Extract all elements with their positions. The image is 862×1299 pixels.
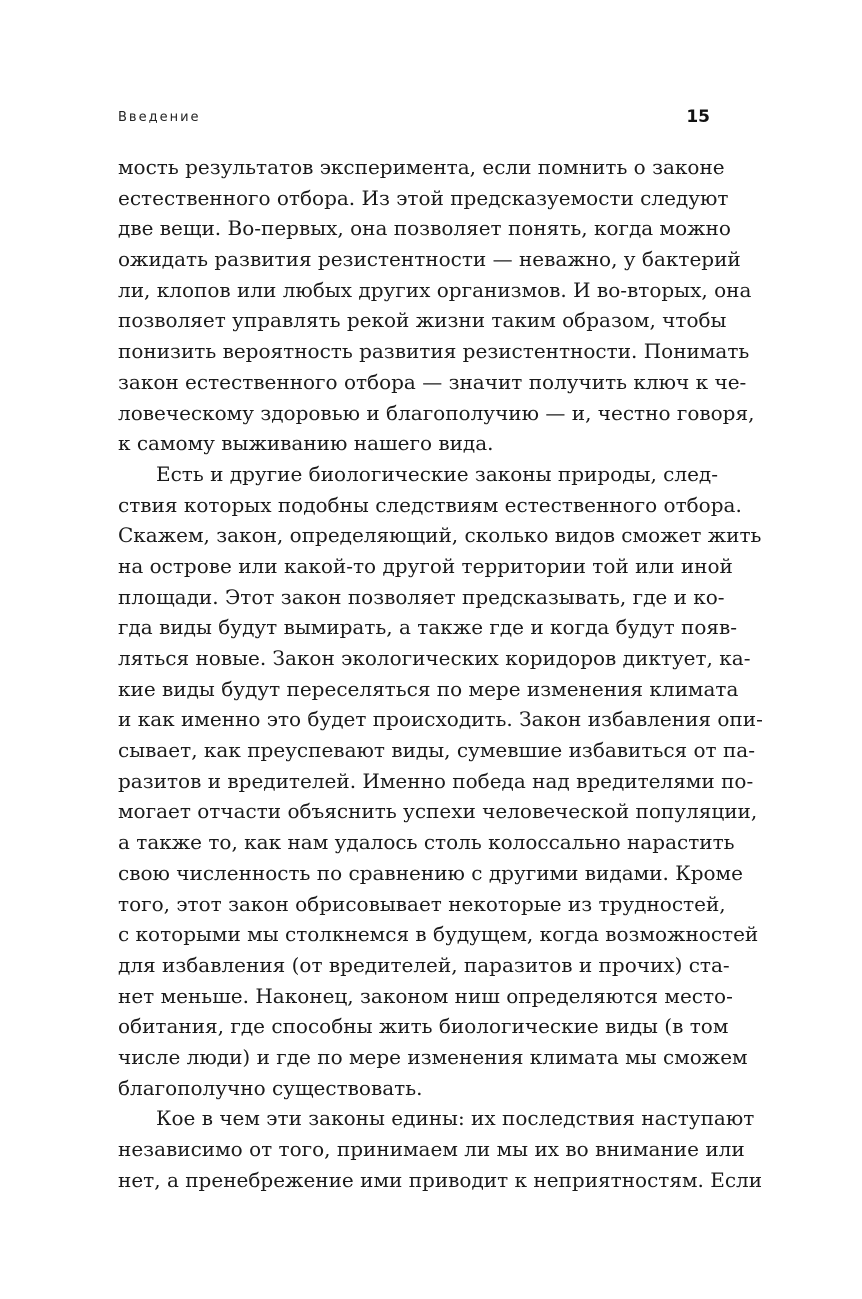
text-line: ожидать развития резистентности — неважно, у бактерий (118, 247, 741, 272)
text-line: могает отчасти объяснить успехи человеческой популяции, (118, 799, 758, 824)
text-line: ствия которых подобны следствиям естественного отбора. (118, 492, 742, 517)
text-line: к самому выживанию нашего вида. (118, 431, 494, 456)
text-line: понизить вероятность развития резистентности. Понимать (118, 339, 750, 364)
text-line: того, этот закон обрисовывает некоторые из трудностей, (118, 891, 726, 916)
text-line: а также то, как нам удалось столь колоссально нарастить (118, 830, 735, 855)
paragraph (118, 152, 755, 459)
text-line: гда виды будут вымирать, а также где и когда будут появ- (118, 615, 737, 640)
text-line: разитов и вредителей. Именно победа над вредителями по- (118, 768, 754, 793)
text-line: закон естественного отбора — значит получить ключ к че- (118, 369, 747, 394)
text-line: ляться новые. Закон экологических коридоров диктует, ка- (118, 646, 751, 670)
text-line: ли, клопов или любых других организмов. И во-вторых, она (118, 277, 752, 302)
text-line: с которыми мы столкнемся в будущем, когда возможностей (118, 922, 759, 947)
text-line: две вещи. Во-первых, она позволяет понять, когда можно (118, 216, 731, 241)
running-head: Введение (118, 110, 201, 125)
text-line: нет, а пренебрежение ими приводит к неприятностям. Если (118, 1167, 763, 1192)
text-line: обитания, где способны жить биологические виды (в том (118, 1014, 729, 1039)
text-line: и как именно это будет происходить. Закон избавления опи- (118, 707, 763, 732)
text-line: Кое в чем эти законы едины: их последствия наступают (156, 1106, 755, 1131)
paragraph (118, 1103, 763, 1195)
text-line: сывает, как преуспевают виды, сумевшие избавиться от па- (118, 738, 755, 763)
text-line: мость результатов эксперимента, если помнить о законе (118, 155, 725, 179)
text-line: площади. Этот закон позволяет предсказывать, где и ко- (118, 584, 725, 609)
text-line: позволяет управлять рекой жизни таким образом, чтобы (118, 308, 727, 333)
text-line: благополучно существовать. (118, 1075, 423, 1100)
paragraph (118, 459, 763, 1103)
text-line: для избавления (от вредителей, паразитов и прочих) ста- (118, 952, 730, 977)
text-line: ловеческому здоровью и благополучию — и, честно говоря, (118, 400, 755, 425)
page-number: 15 (686, 107, 710, 127)
text-line: Скажем, закон, определяющий, сколько видов сможет жить (118, 523, 762, 548)
text-line: кие виды будут переселяться по мере изменения климата (118, 676, 739, 701)
text-line: нет меньше. Наконец, законом ниш определяются место- (118, 983, 733, 1008)
text-line: естественного отбора. Из этой предсказуемости следуют (118, 185, 729, 210)
text-line: Есть и другие биологические законы природы, след- (156, 461, 718, 486)
text-line: на острове или какой-то другой территории той или иной (118, 553, 733, 578)
text-line: свою численность по сравнению с другими видами. Кроме (118, 860, 743, 885)
text-line: числе люди) и где по мере изменения климата мы сможем (118, 1044, 748, 1069)
text-line: независимо от того, принимаем ли мы их во внимание или (118, 1137, 745, 1161)
body-text (118, 152, 763, 1195)
